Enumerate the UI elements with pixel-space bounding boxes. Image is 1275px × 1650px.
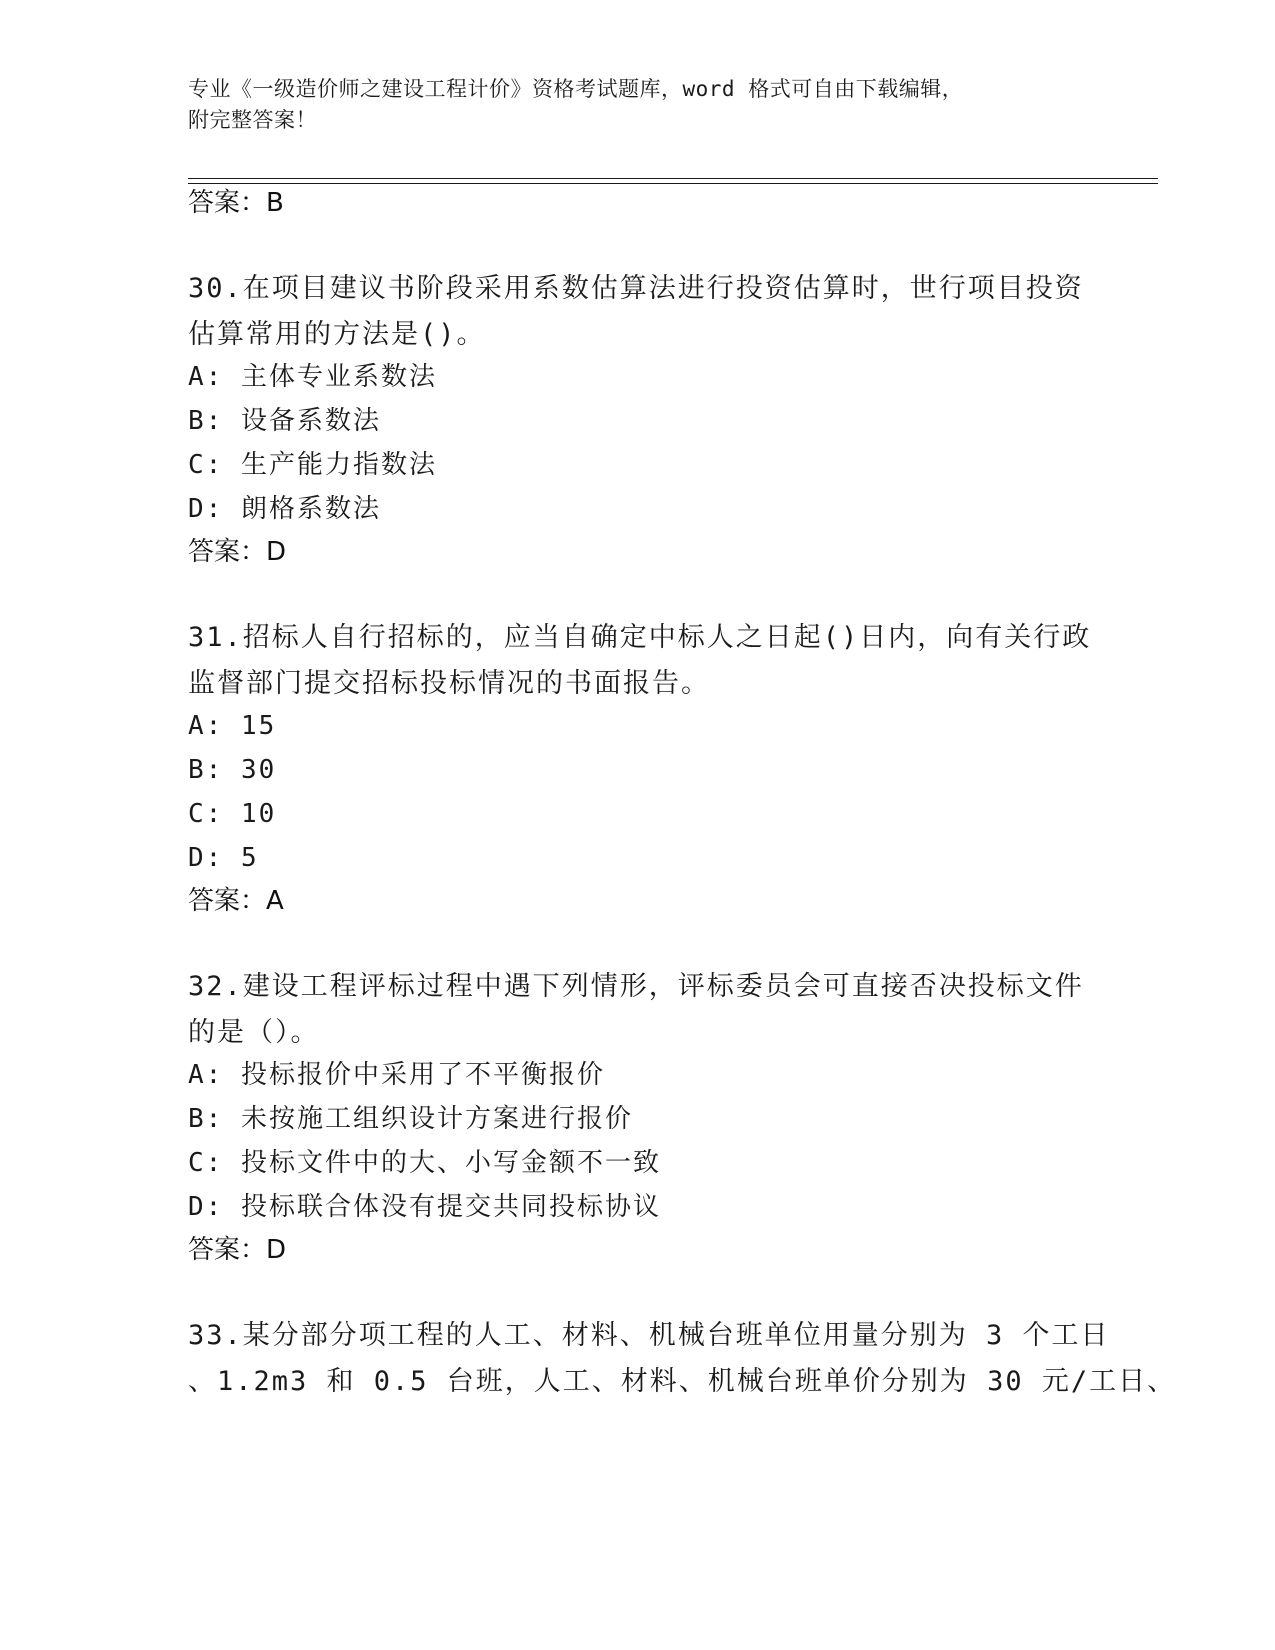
- question-32-answer: 答案：D: [188, 1235, 287, 1265]
- question-32-line-2: 的是（）。: [188, 1017, 320, 1048]
- question-31-text: [188, 615, 1092, 707]
- header-line-1: 专业《一级造价师之建设工程计价》资格考试题库，word 格式可自由下载编辑，: [188, 77, 964, 101]
- question-33-text: [188, 1313, 1177, 1405]
- question-31-line-2: 监督部门提交招标投标情况的书面报告。: [188, 668, 710, 699]
- question-32-line-1: 32.建设工程评标过程中遇下列情形，评标委员会可直接否决投标文件: [188, 971, 1084, 1002]
- question-31-option-a: A: 15: [188, 711, 277, 741]
- question-32-text: [188, 964, 1088, 1056]
- question-31-option-b: B: 30: [188, 755, 277, 785]
- question-31-option-c: C: 10: [188, 799, 277, 829]
- question-32-option-b: B: 未按施工组织设计方案进行报价: [188, 1104, 633, 1134]
- question-30-answer: 答案：D: [188, 537, 287, 567]
- header-line-2: 附完整答案！: [188, 108, 317, 132]
- question-30-line-1: 30.在项目建议书阶段采用系数估算法进行投资估算时，世行项目投资: [188, 273, 1084, 304]
- question-31-line-1: 31.招标人自行招标的，应当自确定中标人之日起()日内，向有关行政: [188, 622, 1092, 653]
- question-30-option-b: B: 设备系数法: [188, 406, 381, 436]
- question-33-line-2: 、1.2m3 和 0.5 台班，人工、材料、机械台班单价分别为 30 元/工日、: [188, 1366, 1177, 1397]
- document-header: [188, 74, 1088, 136]
- question-30-text: [188, 266, 1088, 358]
- question-30-option-a: A: 主体专业系数法: [188, 362, 437, 392]
- header-divider-bottom: [188, 183, 1158, 184]
- question-30-line-2: 估算常用的方法是()。: [188, 319, 486, 350]
- question-33-line-1: 33.某分部分项工程的人工、材料、机械台班单位用量分别为 3 个工日: [188, 1320, 1110, 1351]
- header-divider-top: [188, 178, 1158, 179]
- question-30-option-d: D: 朗格系数法: [188, 494, 381, 524]
- question-31-answer: 答案：A: [188, 886, 284, 916]
- question-32-option-d: D: 投标联合体没有提交共同投标协议: [188, 1192, 661, 1222]
- question-32-option-a: A: 投标报价中采用了不平衡报价: [188, 1060, 605, 1090]
- answer-previous: 答案：B: [188, 188, 284, 218]
- question-32-option-c: C: 投标文件中的大、小写金额不一致: [188, 1148, 661, 1178]
- question-30-option-c: C: 生产能力指数法: [188, 450, 437, 480]
- question-31-option-d: D: 5: [188, 843, 259, 873]
